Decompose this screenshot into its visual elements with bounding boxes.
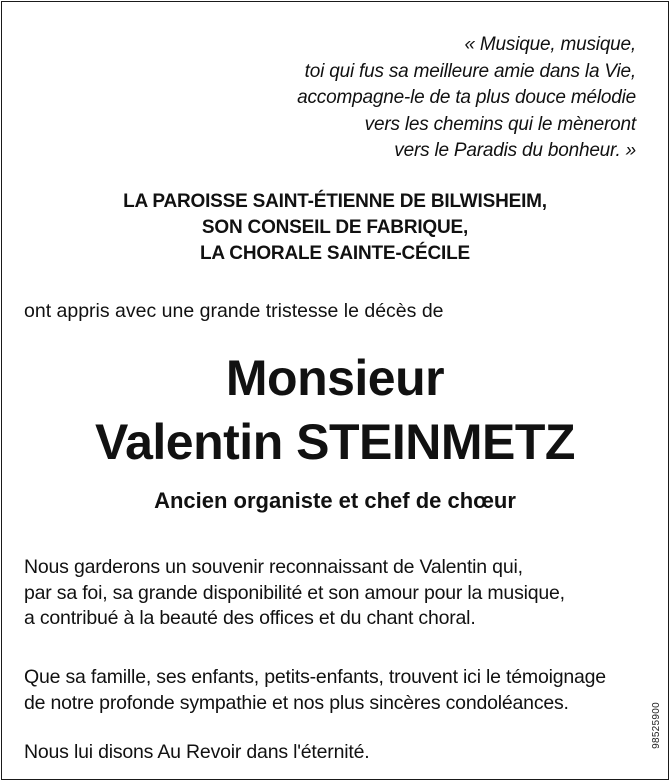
deceased-title: Monsieur — [225, 350, 445, 406]
obituary-notice — [1, 1, 669, 780]
paragraph-line: Nous lui disons Au Revoir dans l'éternité. — [24, 741, 370, 763]
organization-line: LA CHORALE SAINTE-CÉCILE — [200, 243, 470, 264]
quote-line: accompagne-le de ta plus douce mélodie — [297, 87, 636, 108]
paragraph-line: Que sa famille, ses enfants, petits-enfants, trouvent ici le témoignage — [24, 666, 606, 688]
paragraph-line: Nous garderons un souvenir reconnaissant de Valentin qui, — [24, 556, 523, 578]
epigraph-quote — [297, 32, 636, 165]
quote-line: vers les chemins qui le mèneront — [364, 113, 636, 135]
deceased-name: Valentin STEINMETZ — [95, 414, 575, 470]
farewell-paragraph — [24, 740, 369, 766]
organization-line: SON CONSEIL DE FABRIQUE, — [201, 217, 469, 238]
paragraph-line: par sa foi, sa grande disponibilité et son amour pour la musique, — [24, 581, 565, 604]
deceased-role: Ancien organiste et chef de chœur — [154, 488, 516, 513]
reference-number: 98525900 — [651, 702, 662, 749]
announcement-intro: ont appris avec une grande tristesse le décès de — [24, 300, 444, 322]
deceased-name-block — [2, 346, 668, 474]
tribute-paragraph — [24, 555, 565, 632]
organizations-heading — [2, 189, 668, 267]
paragraph-line: de notre profonde sympathie et nos plus sincères condoléances. — [24, 691, 569, 714]
quote-line: toi qui fus sa meilleure amie dans la Vie, — [304, 60, 636, 82]
condolence-paragraph — [24, 665, 606, 716]
quote-line: vers le Paradis du bonheur. » — [394, 140, 636, 161]
paragraph-line: a contribué à la beauté des offices et du chant choral. — [24, 607, 476, 629]
quote-line: « Musique, musique, — [464, 34, 636, 55]
organization-line: LA PAROISSE SAINT-ÉTIENNE DE BILWISHEIM, — [123, 191, 547, 212]
